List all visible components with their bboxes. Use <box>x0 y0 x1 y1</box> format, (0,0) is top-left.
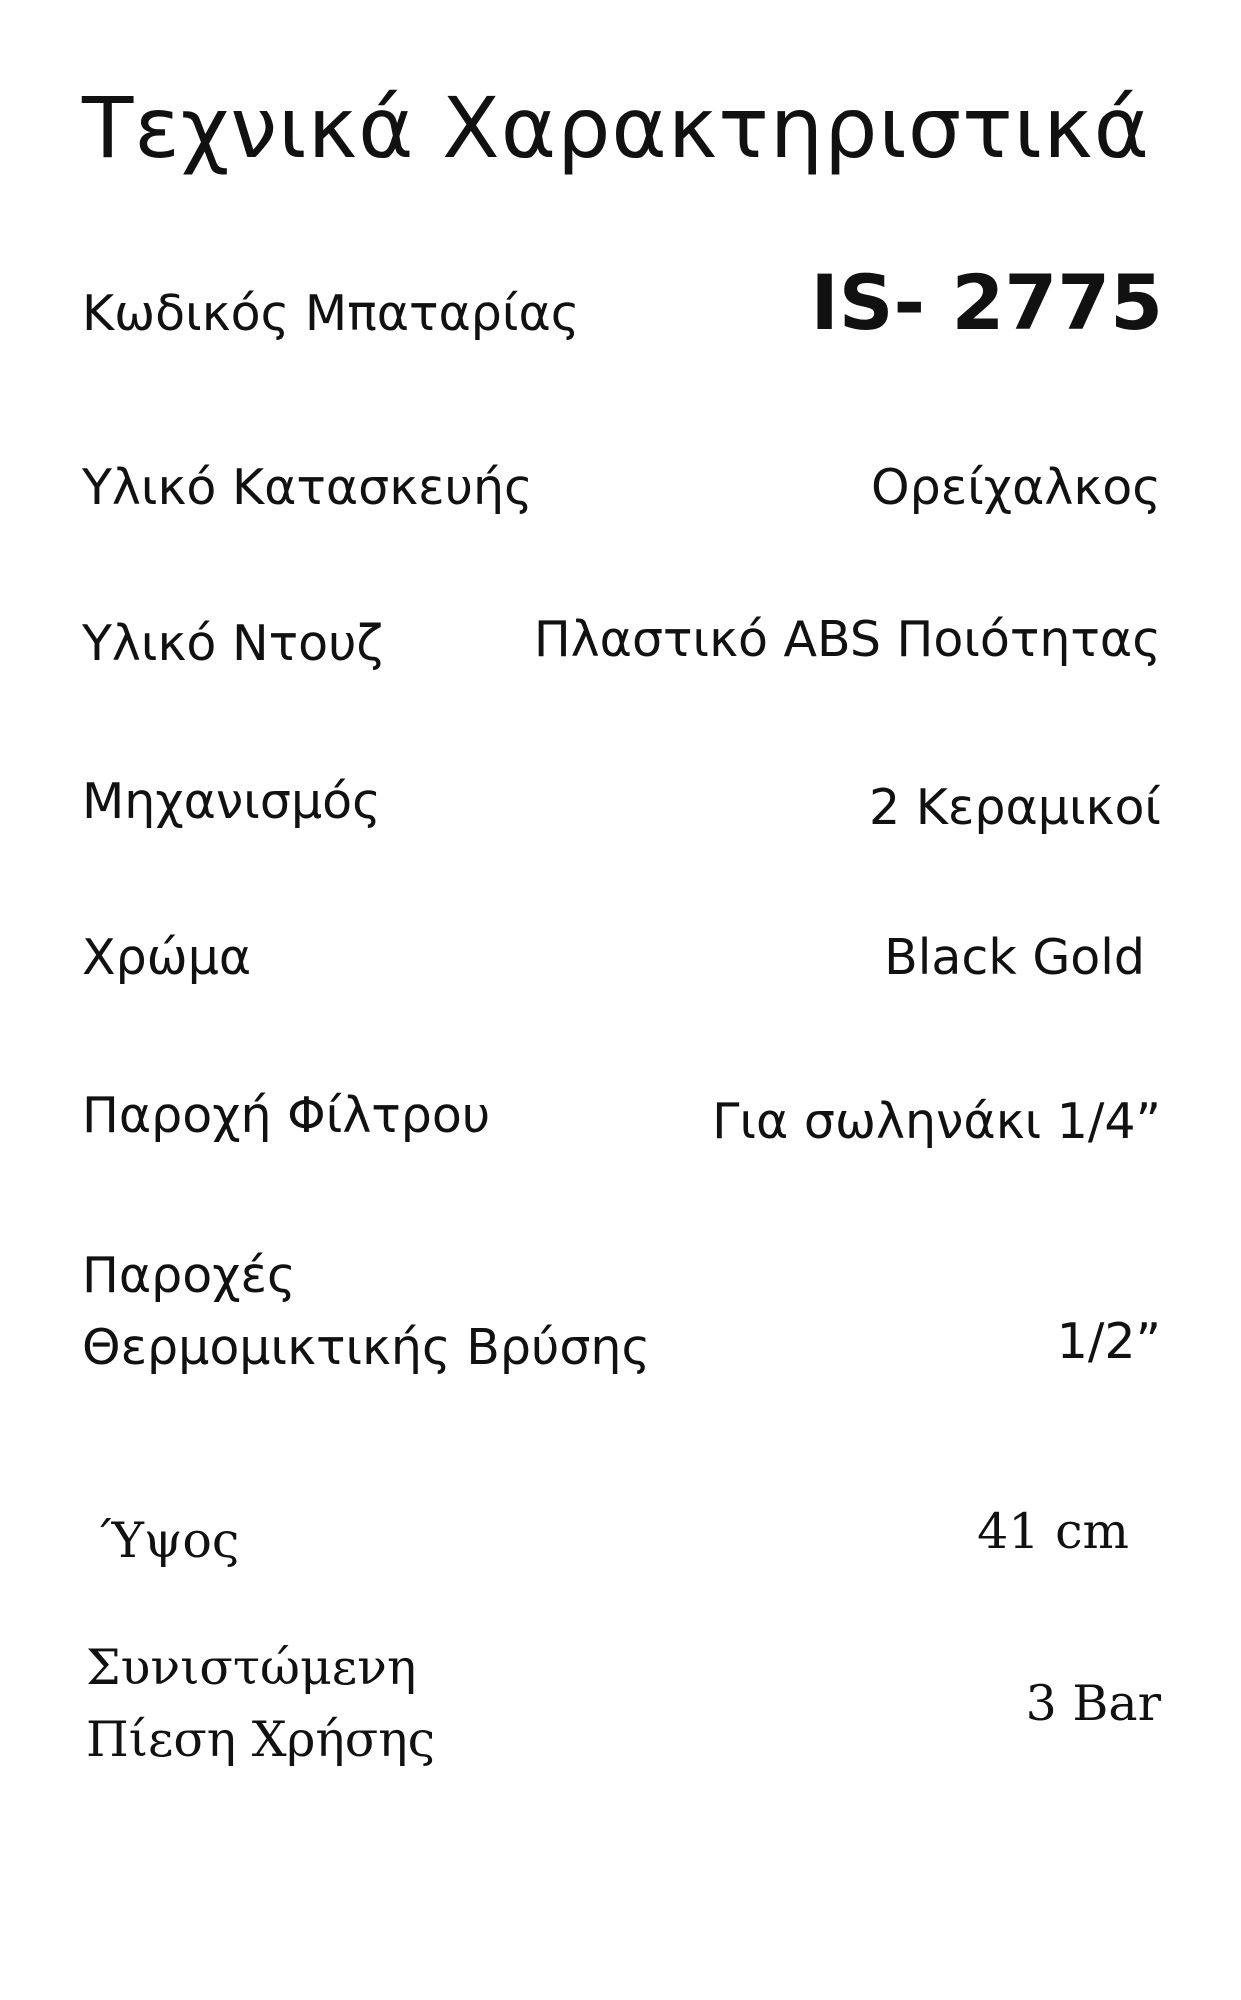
spec-value-height: 41 cm <box>977 1503 1129 1560</box>
spec-value-material: Ορείχαλκος <box>871 459 1161 516</box>
spec-value-pressure: 3 Bar <box>1025 1675 1161 1732</box>
spec-label-color: Χρώμα <box>82 929 252 986</box>
page-title: Τεχνικά Χαρακτηριστικά <box>82 79 1150 177</box>
spec-value-thermostatic: 1/2” <box>1056 1313 1161 1370</box>
spec-label-pressure-line1: Συνιστώμενη <box>86 1639 417 1696</box>
spec-value-color: Black Gold <box>884 929 1145 986</box>
spec-value-filter-supply: Για σωληνάκι 1/4” <box>712 1093 1161 1150</box>
spec-label-thermostatic-line2: Θερμομικτικής Βρύσης <box>82 1319 651 1376</box>
spec-label-mechanism: Μηχανισμός <box>82 773 381 830</box>
spec-value-shower-material: Πλαστικό ABS Ποιότητας <box>533 611 1161 668</box>
spec-label-filter-supply: Παροχή Φίλτρου <box>82 1087 491 1144</box>
spec-label-shower-material: Υλικό Ντουζ <box>82 615 384 672</box>
spec-label-pressure-line2: Πίεση Χρήσης <box>86 1711 436 1768</box>
spec-value-mechanism: 2 Κεραμικοί <box>869 779 1161 836</box>
spec-value-code: IS- 2775 <box>810 258 1163 347</box>
spec-label-material: Υλικό Κατασκευής <box>82 459 533 516</box>
spec-label-thermostatic-line1: Παροχές <box>82 1247 296 1304</box>
spec-label-height: Ύψος <box>100 1512 240 1569</box>
spec-label-code: Κωδικός Μπαταρίας <box>82 285 580 342</box>
